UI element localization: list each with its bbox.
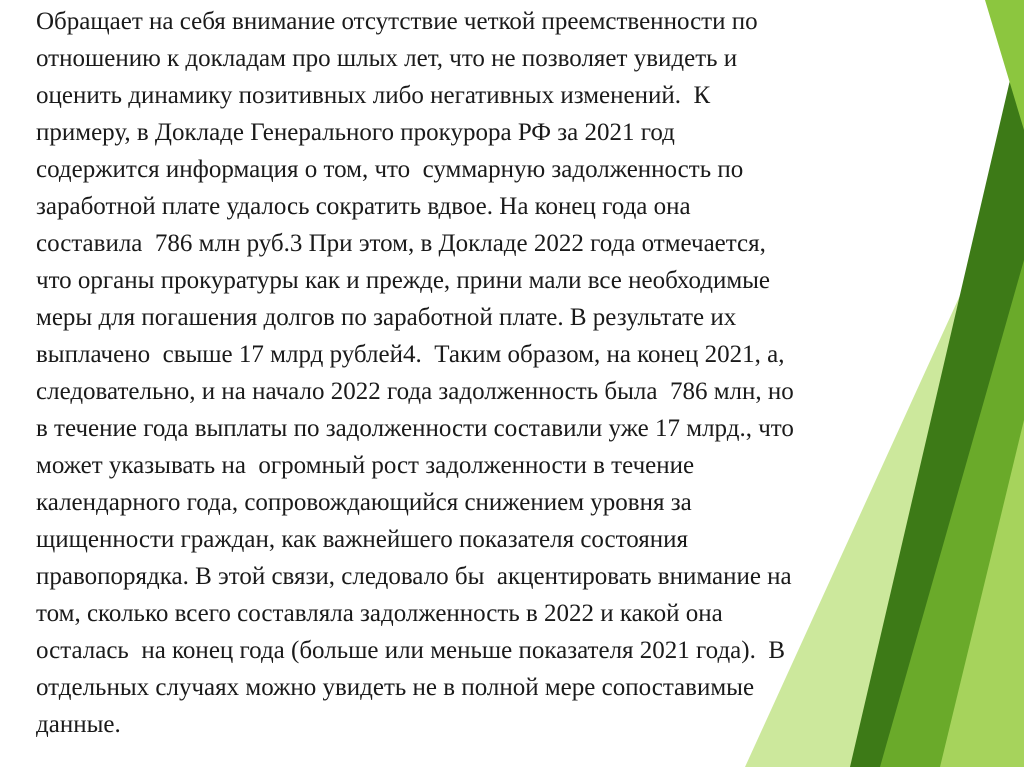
text-line: примеру, в Докладе Генерального прокурора РФ за 2021 год [36, 119, 675, 146]
text-line: календарного года, сопровождающийся снижением уровня за [36, 489, 692, 516]
text-line: выплачено свыше 17 млрд рублей4. Таким образом, на конец 2021, а, [36, 341, 785, 368]
text-line: щищенности граждан, как важнейшего показателя состояния [36, 526, 689, 553]
text-line: меры для погашения долгов по заработной плате. В результате их [36, 304, 737, 331]
text-line: что органы прокуратуры как и прежде, прини мали все необходимые [36, 267, 771, 294]
text-line: оценить динамику позитивных либо негативных изменений. К [36, 82, 711, 109]
text-line: отношению к докладам про шлых лет, что не позволяет увидеть и [36, 45, 738, 72]
text-line: в течение года выплаты по задолженности составили уже 17 млрд., что [36, 415, 794, 442]
text-line: осталась на конец года (больше или меньше показателя 2021 года). В [36, 637, 786, 664]
text-line: том, сколько всего составляла задолженность в 2022 и какой она [36, 600, 723, 627]
text-line: правопорядка. В этой связи, следовало бы акцентировать внимание на [36, 563, 792, 590]
text-line: содержится информация о том, что суммарную задолженность по [36, 156, 744, 183]
text-line: может указывать на огромный рост задолженности в течение [36, 452, 695, 479]
text-line: Обращает на себя внимание отсутствие четкой преемственности по [36, 8, 758, 35]
text-line: отдельных случаях можно увидеть не в полной мере сопоставимые [36, 674, 755, 701]
text-line: следовательно, и на начало 2022 года задолженность была 786 млн, но [36, 378, 794, 405]
text-line: заработной плате удалось сократить вдвое. На конец года она [36, 193, 691, 220]
text-line: данные. [36, 711, 121, 738]
text-line: составила 786 млн руб.3 При этом, в Докладе 2022 года отмечается, [36, 230, 766, 257]
